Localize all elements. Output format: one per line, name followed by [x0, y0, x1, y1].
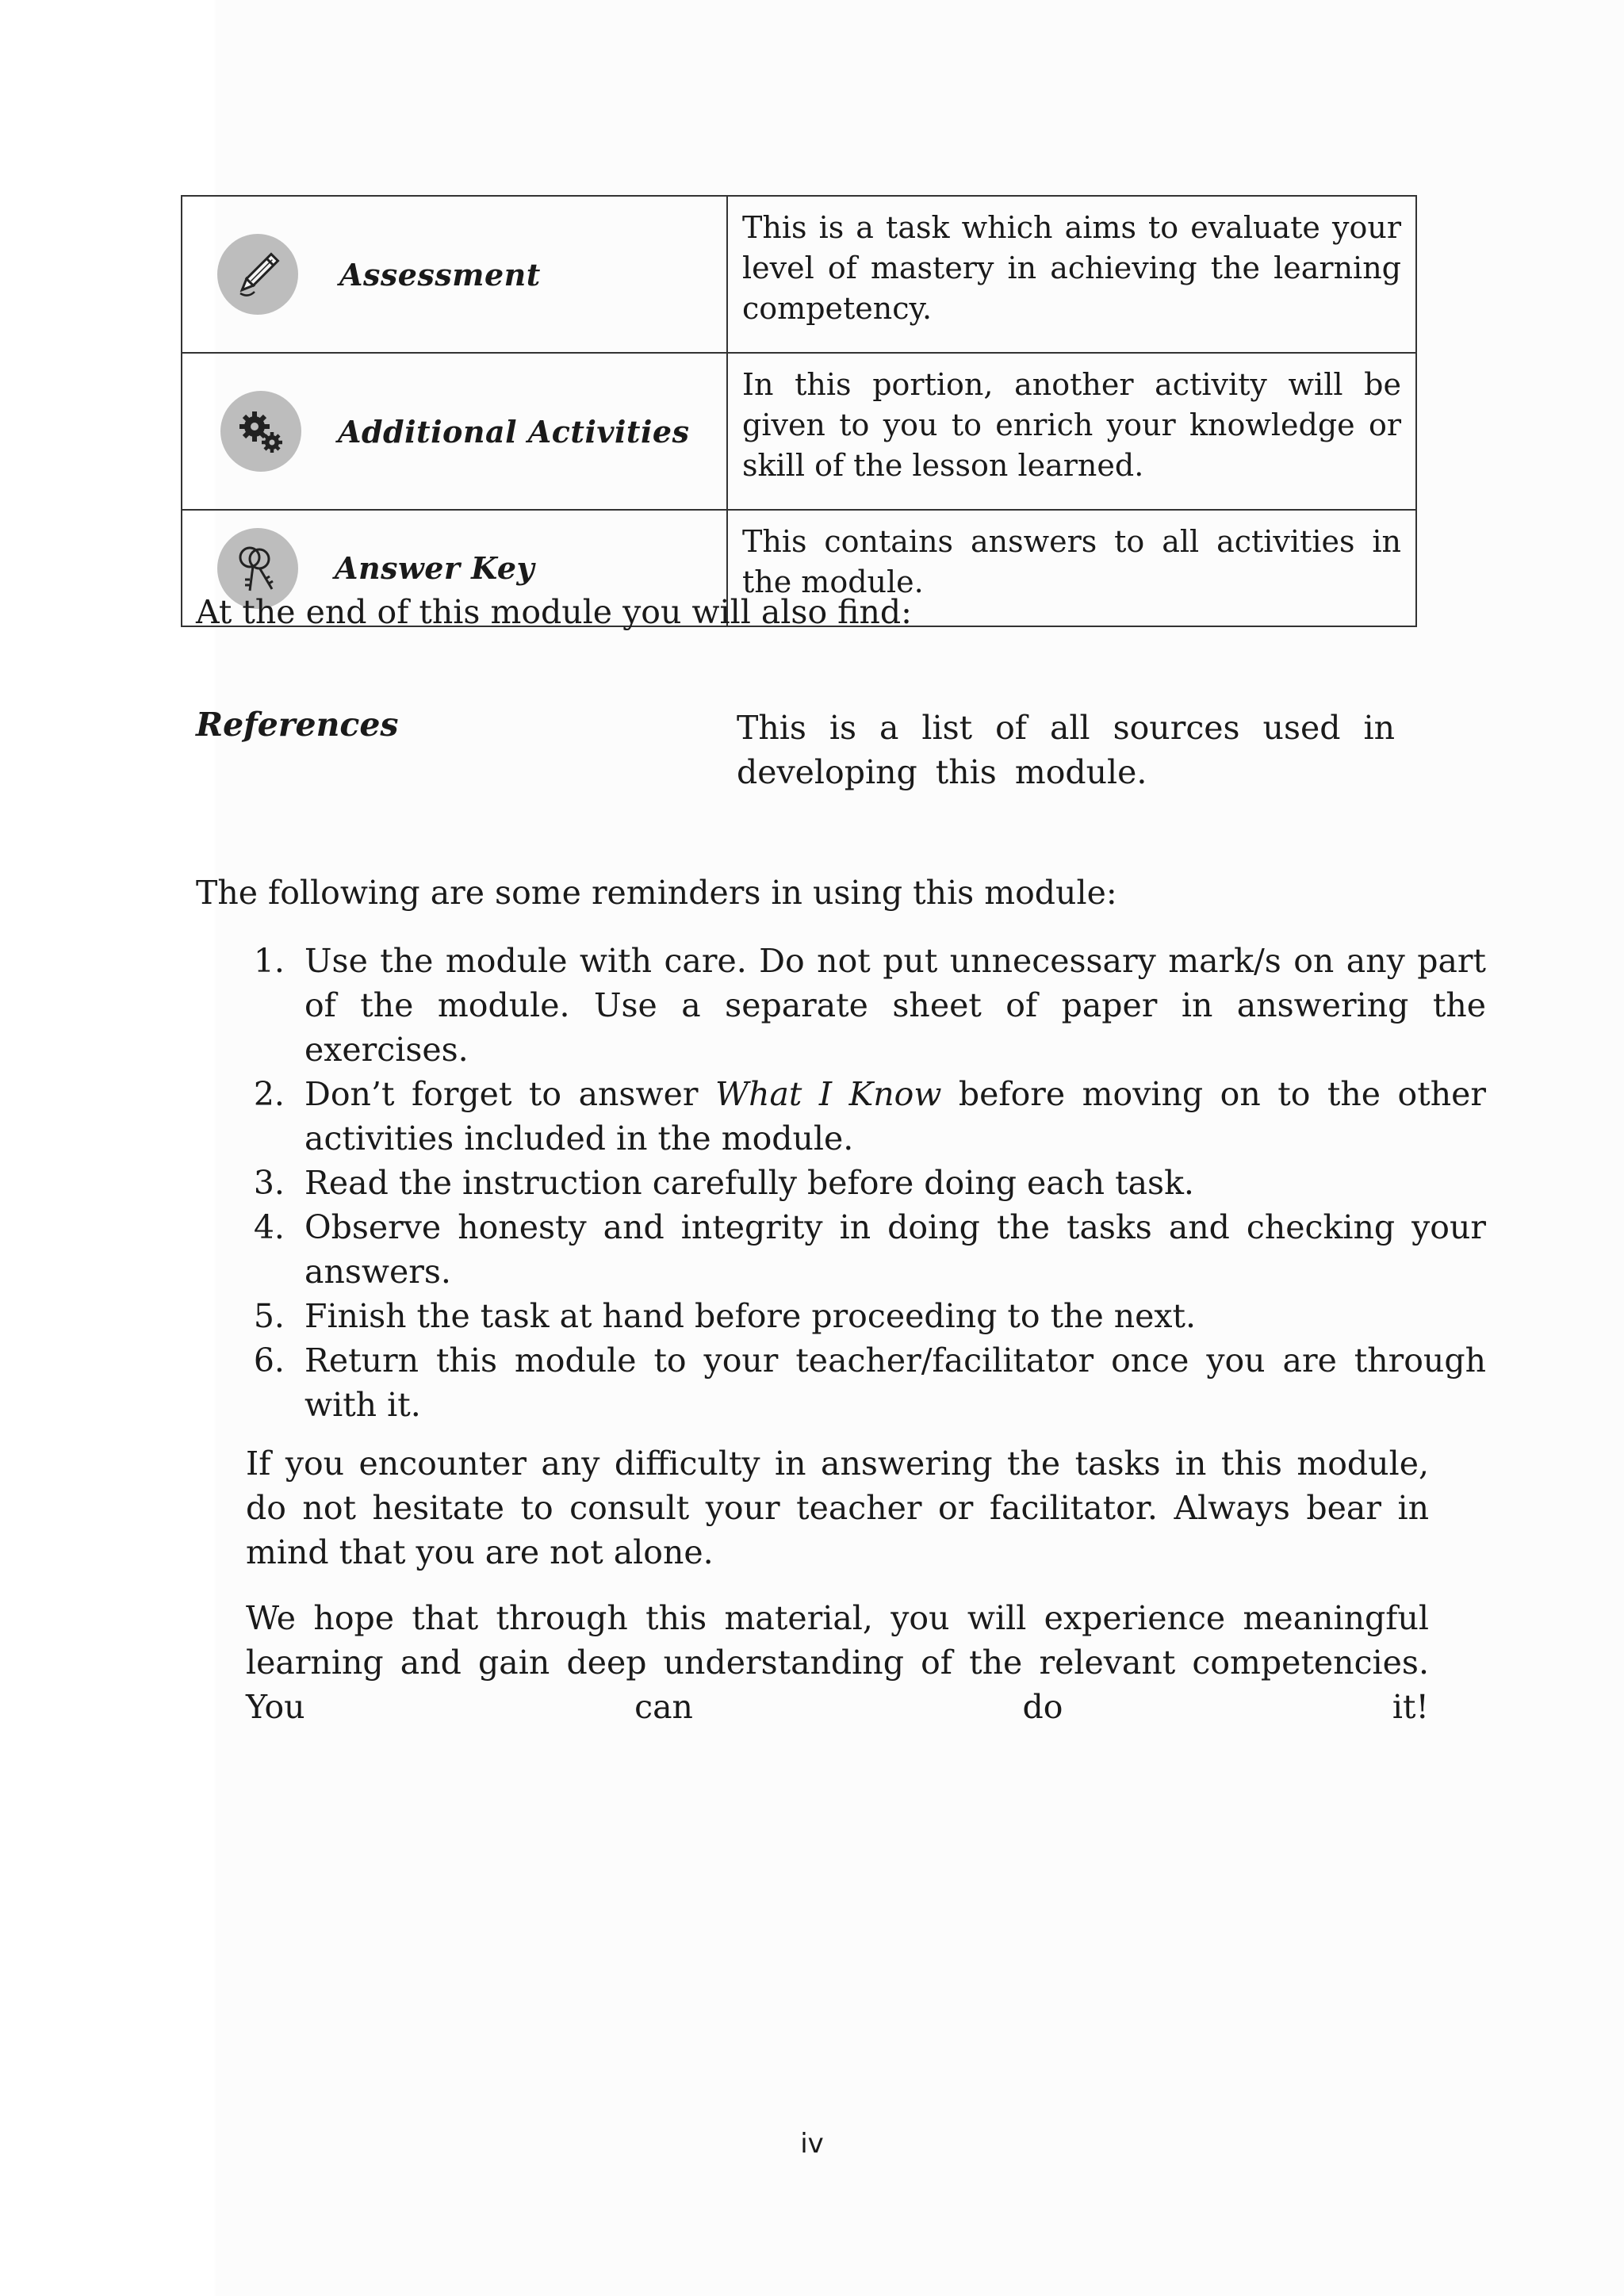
reminder-item: [295, 1338, 1486, 1427]
feature-description: This contains answers to all activities in the module.: [727, 510, 1416, 626]
reminder-emphasis: What I Know: [714, 1075, 942, 1113]
pencil-icon: [217, 234, 298, 315]
reminder-item: [295, 1161, 1486, 1205]
feature-label: Answer Key: [335, 550, 535, 586]
references-description: This is a list of all sources used in developing this module.: [737, 709, 1395, 791]
closing-paragraph: We hope that through this material, you will experience meaningful learning and gain deep understanding of the relevant competencies. You can do it!: [246, 1599, 1429, 1726]
feature-label: Assessment: [339, 256, 541, 293]
reminders-list: [238, 939, 1486, 1427]
reminder-text: Read the instruction carefully before doing each task.: [304, 1164, 1194, 1202]
reminder-text: Don’t forget to answer: [304, 1075, 715, 1113]
reminders-intro: The following are some reminders in using this module:: [196, 874, 1117, 912]
reminder-item: [295, 1072, 1486, 1161]
feature-label: Additional Activities: [338, 413, 690, 450]
feature-label-cell: [182, 196, 727, 353]
reminder-text: Return this module to your teacher/facilitator once you are through with it.: [304, 1341, 1486, 1424]
reminder-text: Observe honesty and integrity in doing the tasks and checking your answers.: [304, 1208, 1486, 1291]
end-of-module-intro: At the end of this module you will also find:: [196, 593, 912, 631]
reminder-item: [295, 939, 1486, 1072]
feature-row-additional-activities: [182, 353, 1416, 510]
feature-description: This is a task which aims to evaluate your level of mastery in achieving the learning competency.: [727, 196, 1416, 353]
reminder-text: before moving on to the other activities included in the module.: [304, 1075, 1486, 1158]
references-label: References: [196, 706, 399, 744]
module-features-table: [181, 195, 1417, 627]
gears-icon: [220, 391, 301, 472]
reminder-item: [295, 1294, 1486, 1338]
feature-row-assessment: [182, 196, 1416, 353]
feature-description: In this portion, another activity will be given to you to enrich your knowledge or skill of the lesson learned.: [727, 353, 1416, 510]
page-number: iv: [800, 2128, 824, 2160]
reminder-text: Finish the task at hand before proceeding to the next.: [304, 1297, 1197, 1335]
difficulty-paragraph: If you encounter any difficulty in answering the tasks in this module, do not hesitate to consult your teacher or facilitator. Always bear in mind that you are not alone.: [246, 1445, 1429, 1571]
reminder-item: [295, 1205, 1486, 1294]
reminder-text: Use the module with care. Do not put unnecessary mark/s on any part of the module. Use a separate sheet of paper in answering the exercises.: [304, 942, 1486, 1069]
feature-label-cell: [182, 353, 727, 510]
